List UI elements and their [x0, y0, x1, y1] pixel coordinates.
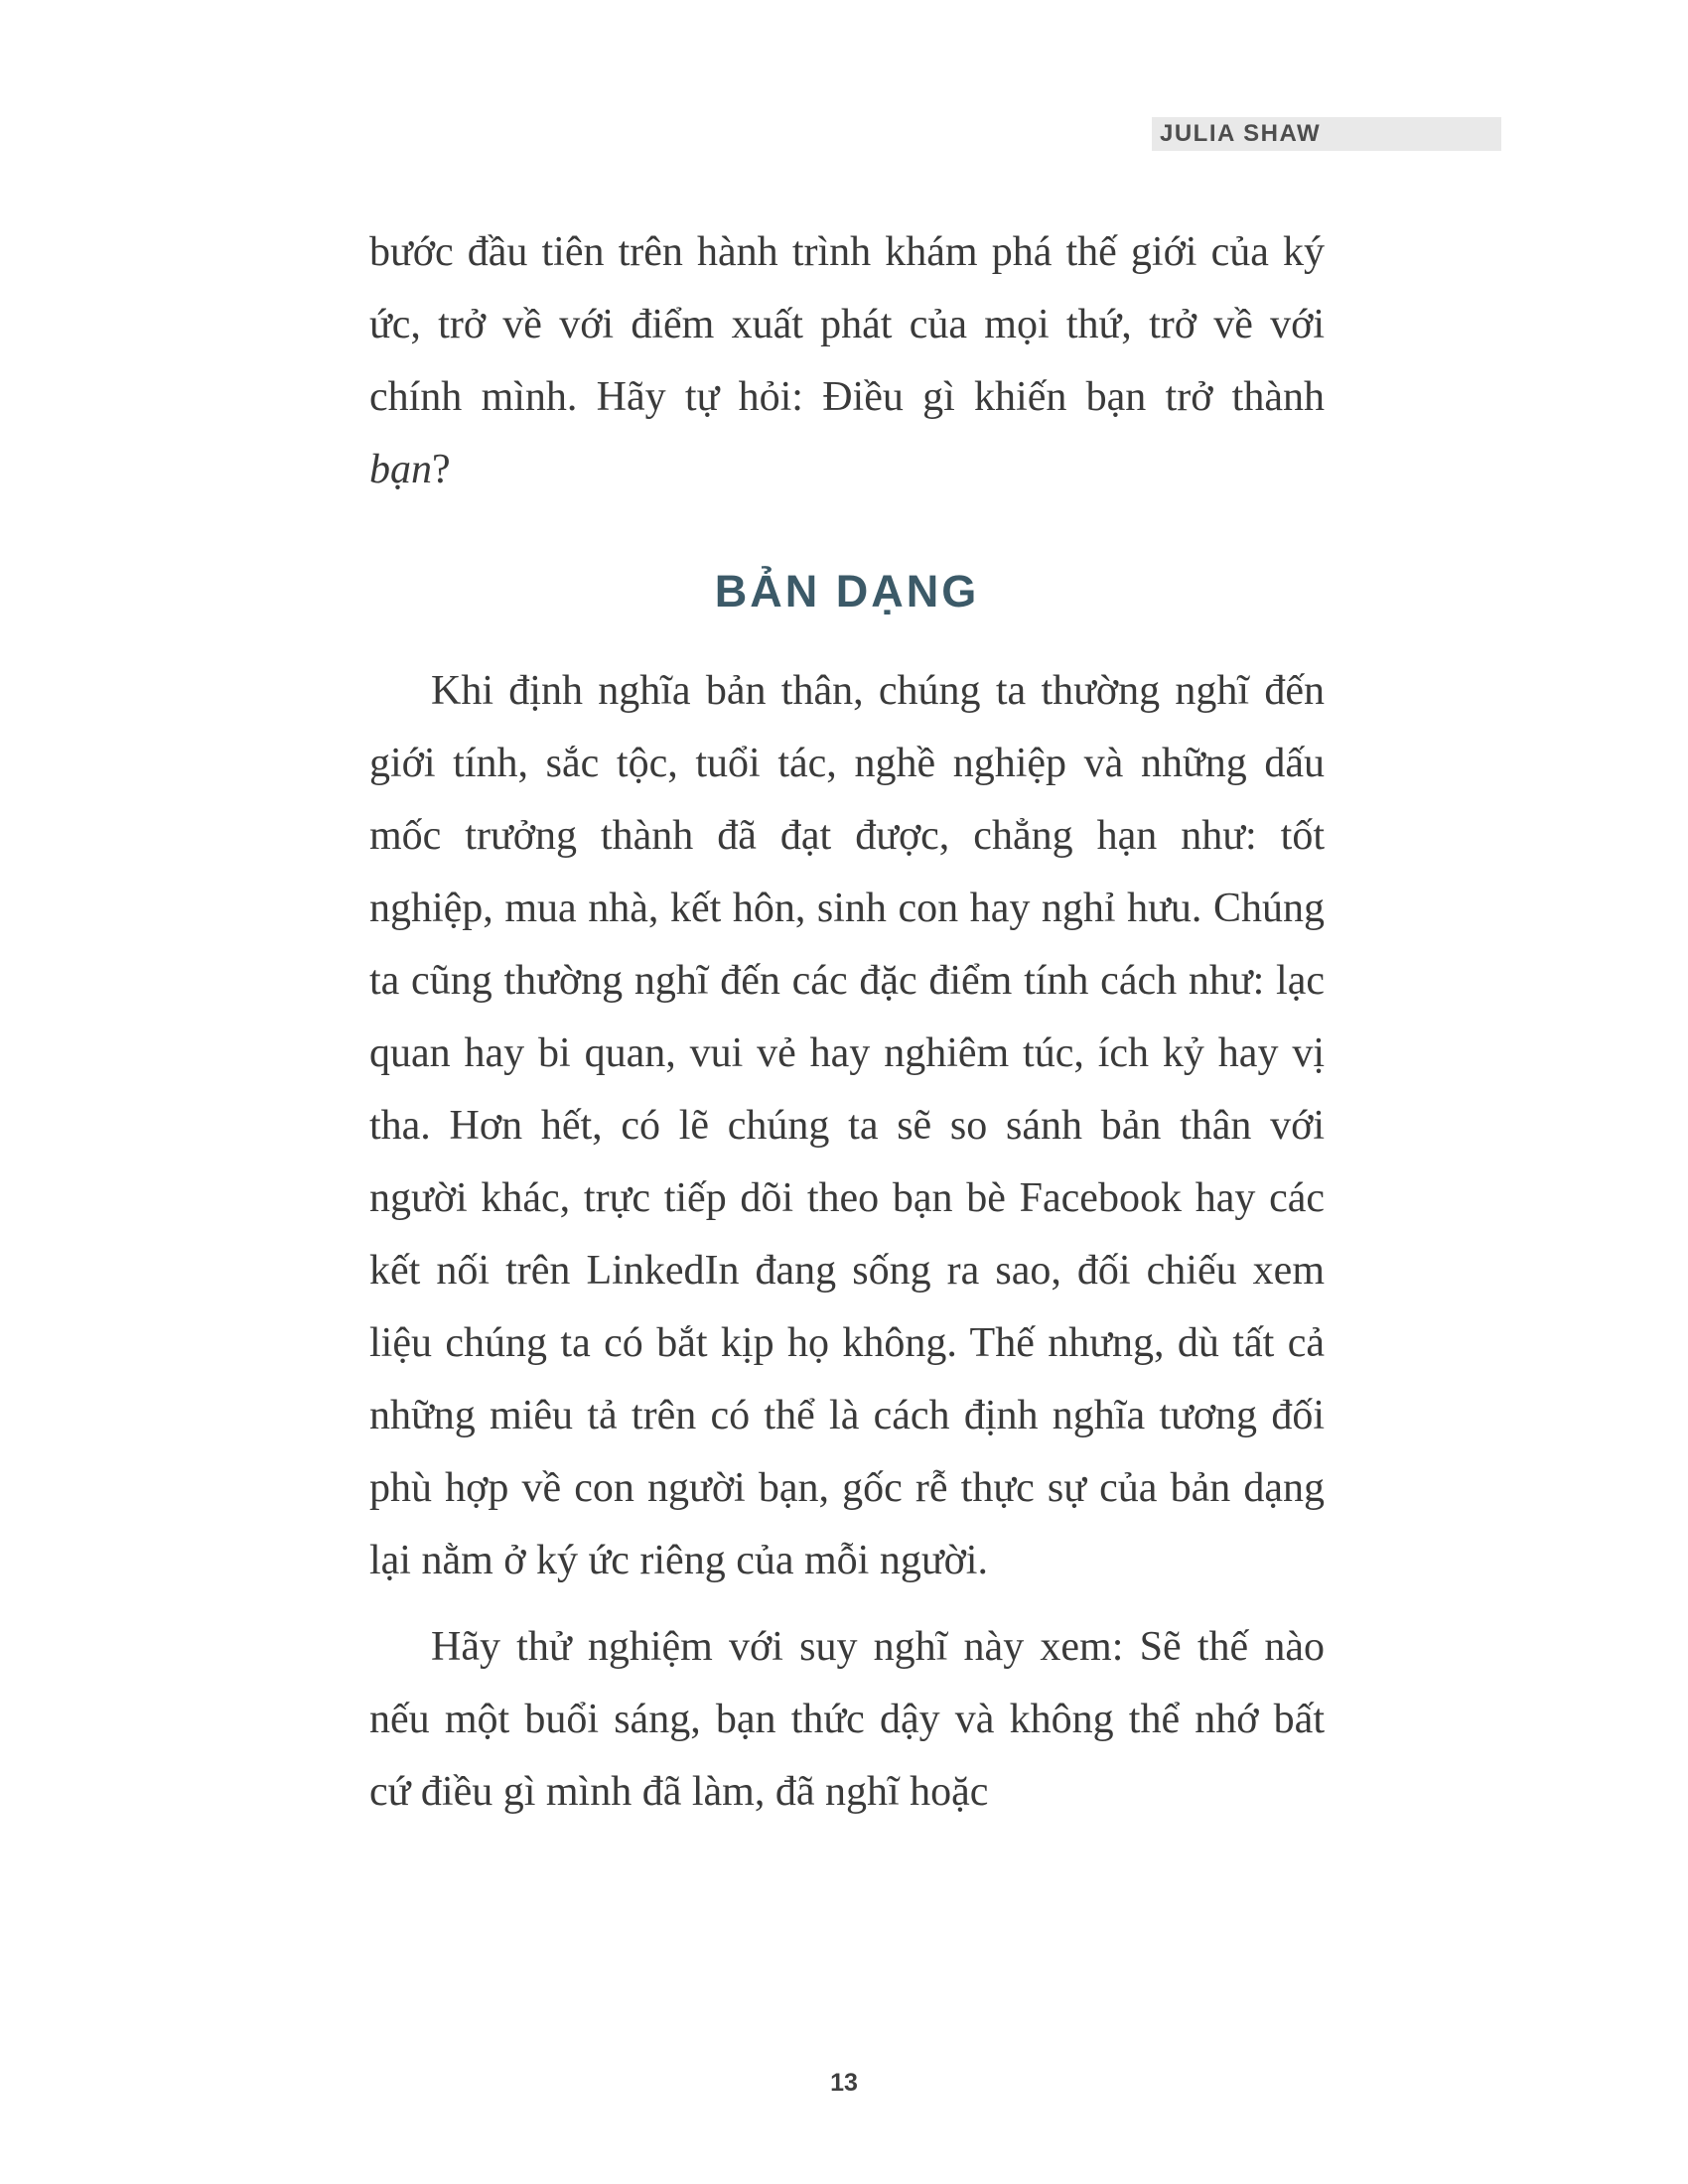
running-header-bar [1152, 117, 1501, 151]
page-number: 13 [830, 2069, 858, 2097]
paragraph-continuation: bước đầu tiên trên hành trình khám phá thế giới của ký ức, trở về với điểm xuất phát của mọi thứ, trở về với chính mình. Hãy tự hỏi: Điều gì khiến bạn trở thành bạn? [369, 229, 1325, 492]
paragraph: Hãy thử nghiệm với suy nghĩ này xem: Sẽ thế nào nếu một buổi sáng, bạn thức dậy và không thể nhớ bất cứ điều gì mình đã làm, đã nghĩ hoặc [369, 1624, 1325, 1815]
page-content [369, 216, 1325, 1829]
paragraph: Khi định nghĩa bản thân, chúng ta thường nghĩ đến giới tính, sắc tộc, tuổi tác, nghề nghiệp và những dấu mốc trưởng thành đã đạt được, chẳng hạn như: tốt nghiệp, mua nhà, kết hôn, sinh con hay nghỉ hưu. Chúng ta cũng thường nghĩ đến các đặc điểm tính cách như: lạc quan hay bi quan, vui vẻ hay nghiêm túc, ích kỷ hay vị tha. Hơn hết, có lẽ chúng ta sẽ so sánh bản thân với người khác, trực tiếp dõi theo bạn bè Facebook hay các kết nối trên LinkedIn đang sống ra sao, đối chiếu xem liệu chúng ta có bắt kịp họ không. Thế nhưng, dù tất cả những miêu tả trên có thể là cách định nghĩa tương đối phù hợp về con người bạn, gốc rễ thực sự của bản dạng lại nằm ở ký ức riêng của mỗi người. [369, 668, 1325, 1583]
running-header-text: JULIA SHAW [1160, 120, 1322, 147]
section-heading: BẢN DẠNG [714, 566, 980, 616]
